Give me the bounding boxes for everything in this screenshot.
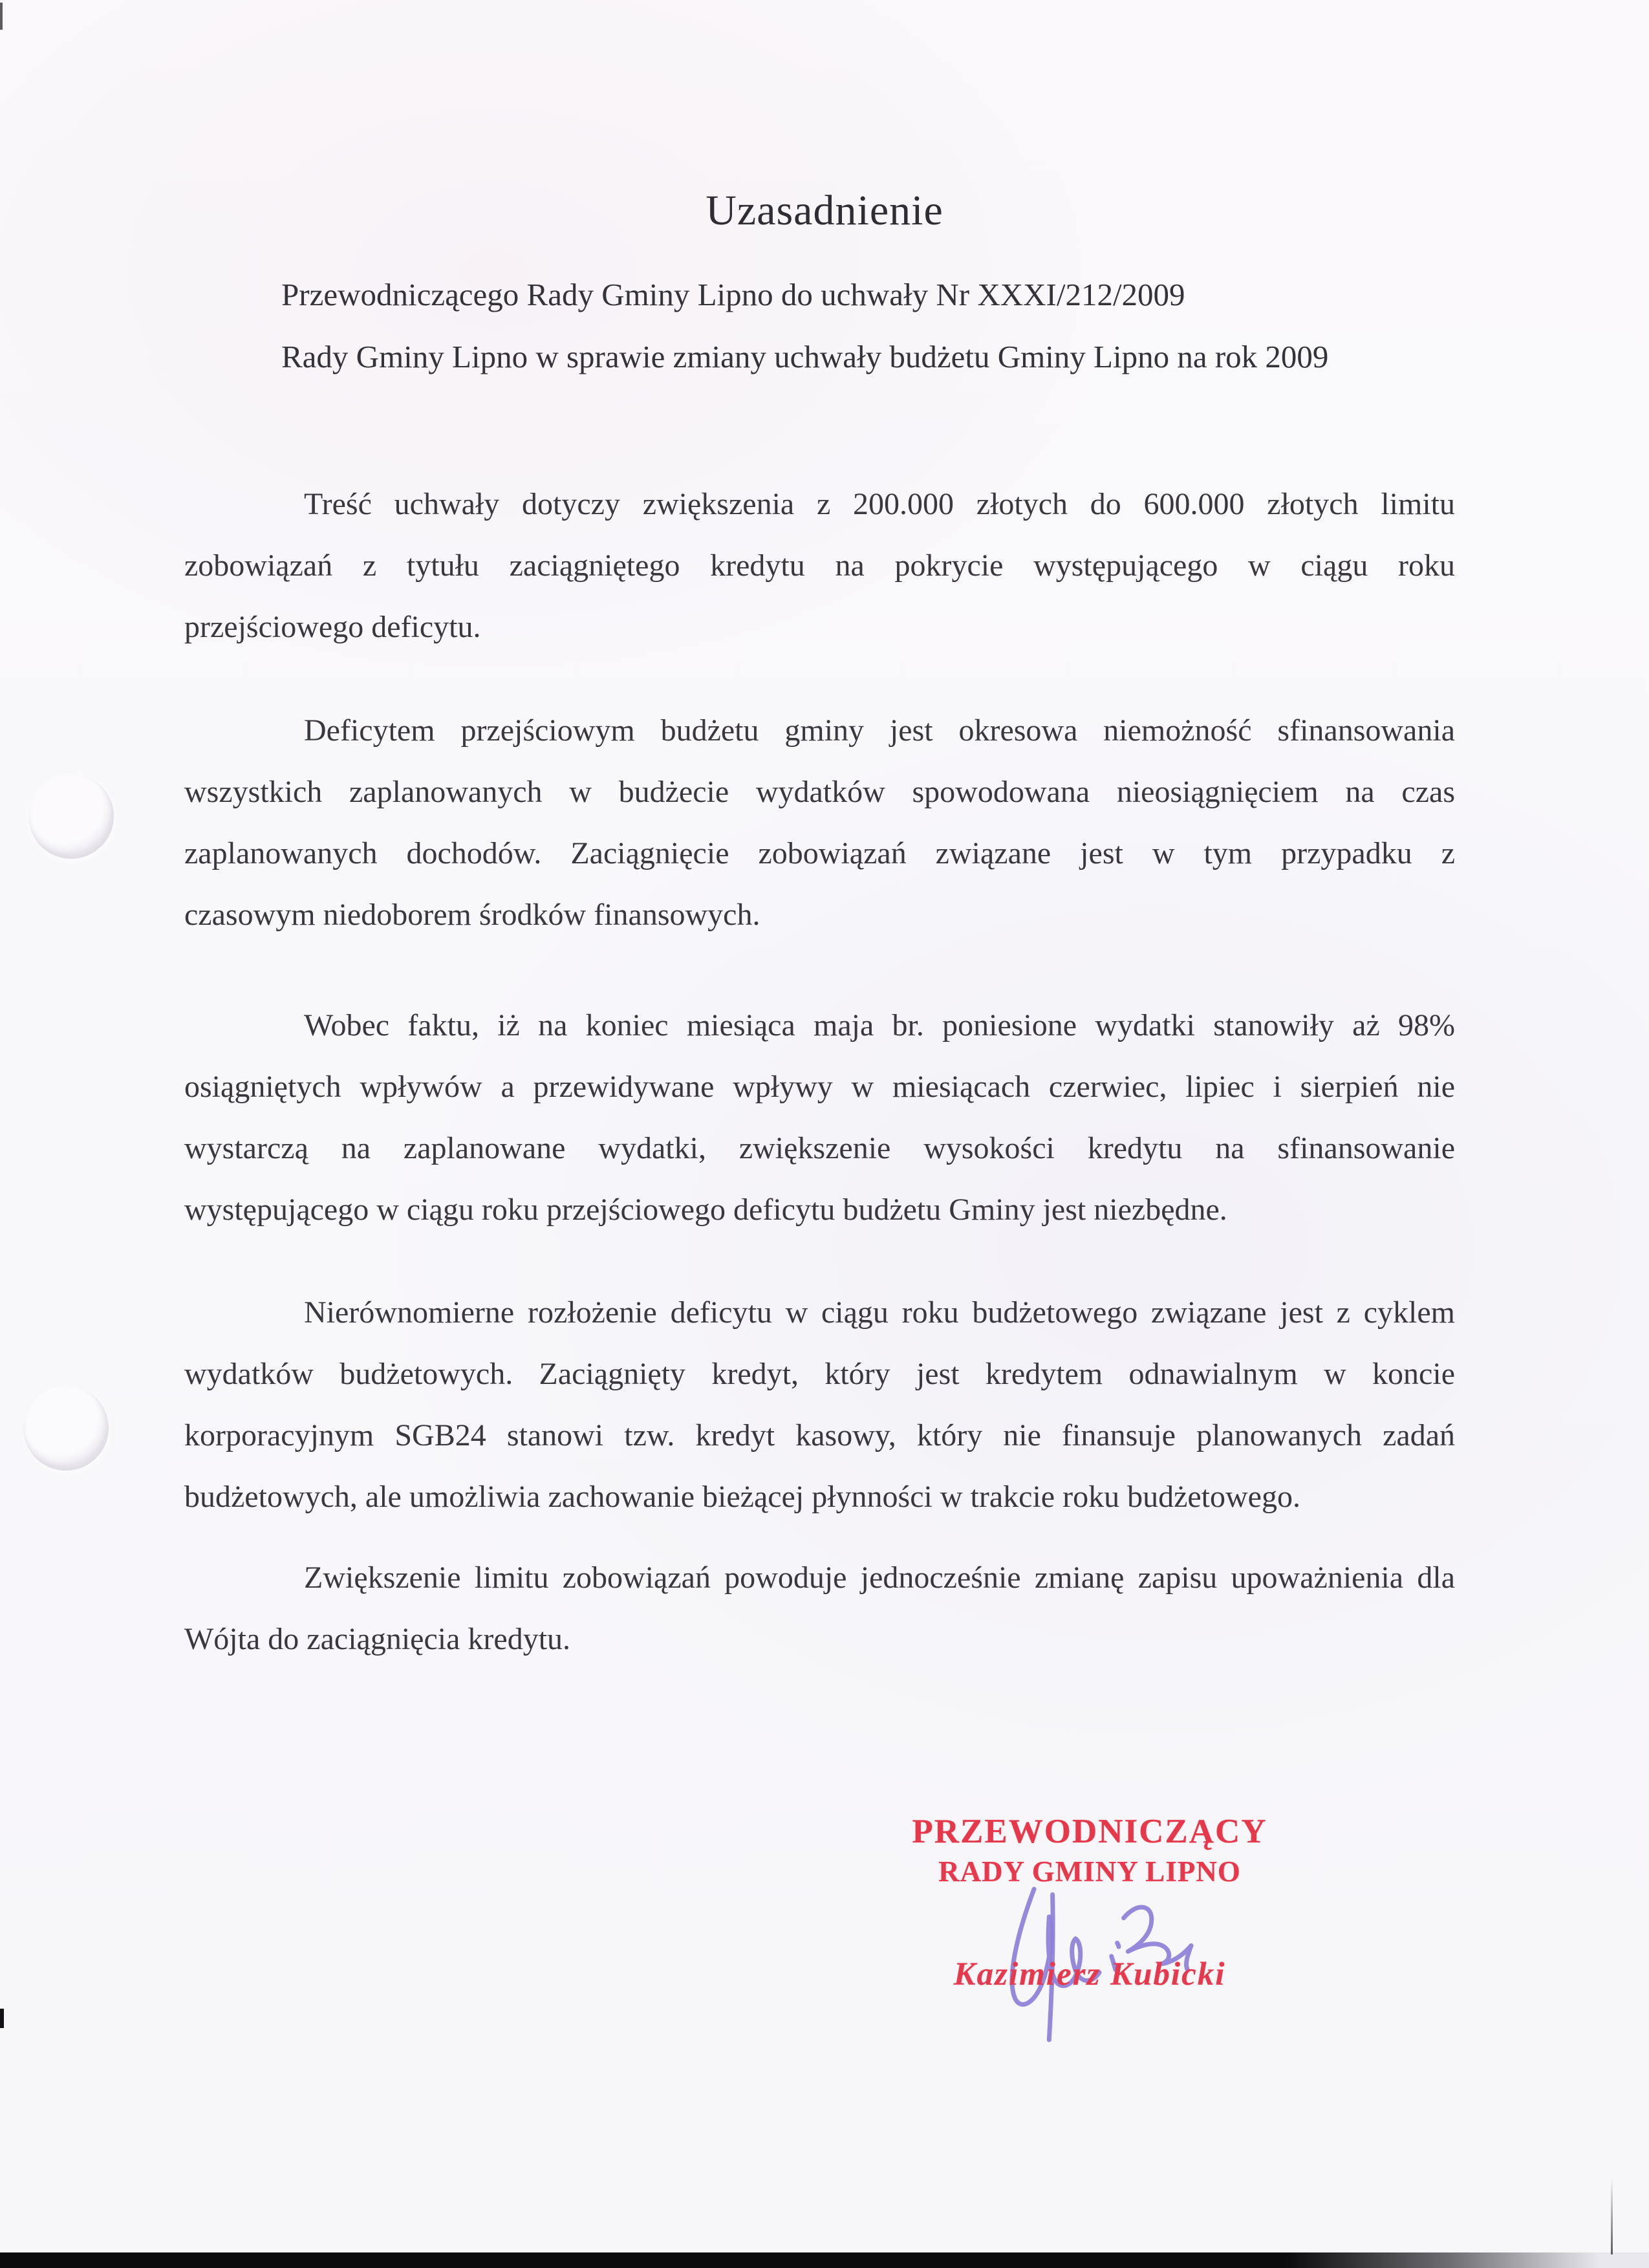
paragraph-3: [184, 995, 1455, 1240]
document-subtitle: [281, 264, 1510, 388]
chairman-stamp: [902, 1812, 1277, 2045]
punch-hole-shadow-top: [28, 773, 114, 859]
paragraph-line: Deficytem przejściowym budżetu gminy jest okresowa niemożność sfinansowania: [304, 713, 1455, 748]
paragraph-line: korporacyjnym SGB24 stanowi tzw. kredyt kasowy, który nie finansuje planowanych zadań: [184, 1418, 1455, 1453]
paragraph-4: [184, 1282, 1455, 1528]
paragraph-line: Wobec faktu, iż na koniec miesiąca maja br. poniesione wydatki stanowiły aż 98%: [304, 1008, 1455, 1042]
paragraph-line: wszystkich zaplanowanych w budżecie wydatków spowodowana nieosiągnięciem na czas: [184, 775, 1455, 809]
paragraph-2: [184, 700, 1455, 945]
subtitle-line-2: Rady Gminy Lipno w sprawie zmiany uchwały budżetu Gminy Lipno na rok 2009: [281, 339, 1329, 374]
paragraph-line: Treść uchwały dotyczy zwiększenia z 200.000 złotych do 600.000 złotych limitu: [304, 487, 1455, 521]
paragraph-line: zaplanowanych dochodów. Zaciągnięcie zobowiązań związane jest w tym przypadku z: [184, 836, 1455, 870]
paragraph-line: występującego w ciągu roku przejściowego deficytu budżetu Gminy jest niezbędne.: [184, 1193, 1227, 1227]
stamp-signatory-name: Kazimierz Kubicki: [953, 1956, 1226, 1993]
subtitle-line-1: Przewodniczącego Rady Gminy Lipno do uchwały Nr XXXI/212/2009: [281, 277, 1185, 312]
scan-artifact-topleft-mark: [0, 3, 3, 30]
paragraph-line: zobowiązań z tytułu zaciągniętego kredytu na pokrycie występującego w ciągu roku: [184, 548, 1455, 583]
paragraph-line: osiągniętych wpływów a przewidywane wpływy w miesiącach czerwiec, lipiec i sierpień nie: [184, 1070, 1455, 1104]
scan-artifact-page-edge-right: [1611, 2178, 1613, 2254]
stamp-title-line: PRZEWODNICZĄCY: [912, 1813, 1267, 1850]
paragraph-line: Zwiększenie limitu zobowiązań powoduje jednocześnie zmianę zapisu upoważnienia dla: [304, 1561, 1455, 1595]
paragraph-line: przejściowego deficytu.: [184, 610, 481, 644]
paragraph-5: [184, 1547, 1455, 1670]
document-title: Uzasadnienie: [706, 187, 943, 234]
paragraph-line: budżetowych, ale umożliwia zachowanie bieżącej płynności w trakcie roku budżetowego.: [184, 1480, 1300, 1514]
scan-artifact-bottom-edge: [0, 2252, 1649, 2268]
paragraph-1: [184, 473, 1455, 658]
scan-artifact-left-mark: [0, 2009, 4, 2028]
punch-hole-shadow-bottom: [23, 1385, 109, 1471]
stamp-office-line: RADY GMINY LIPNO: [938, 1855, 1241, 1888]
paragraph-line: Nierównomierne rozłożenie deficytu w ciągu roku budżetowego związane jest z cyklem: [304, 1295, 1455, 1330]
paragraph-line: wystarczą na zaplanowane wydatki, zwiększenie wysokości kredytu na sfinansowanie: [184, 1131, 1455, 1165]
paragraph-line: Wójta do zaciągnięcia kredytu.: [184, 1622, 571, 1656]
paragraph-line: wydatków budżetowych. Zaciągnięty kredyt, który jest kredytem odnawialnym w koncie: [184, 1357, 1455, 1391]
paragraph-line: czasowym niedoborem środków finansowych.: [184, 898, 760, 932]
